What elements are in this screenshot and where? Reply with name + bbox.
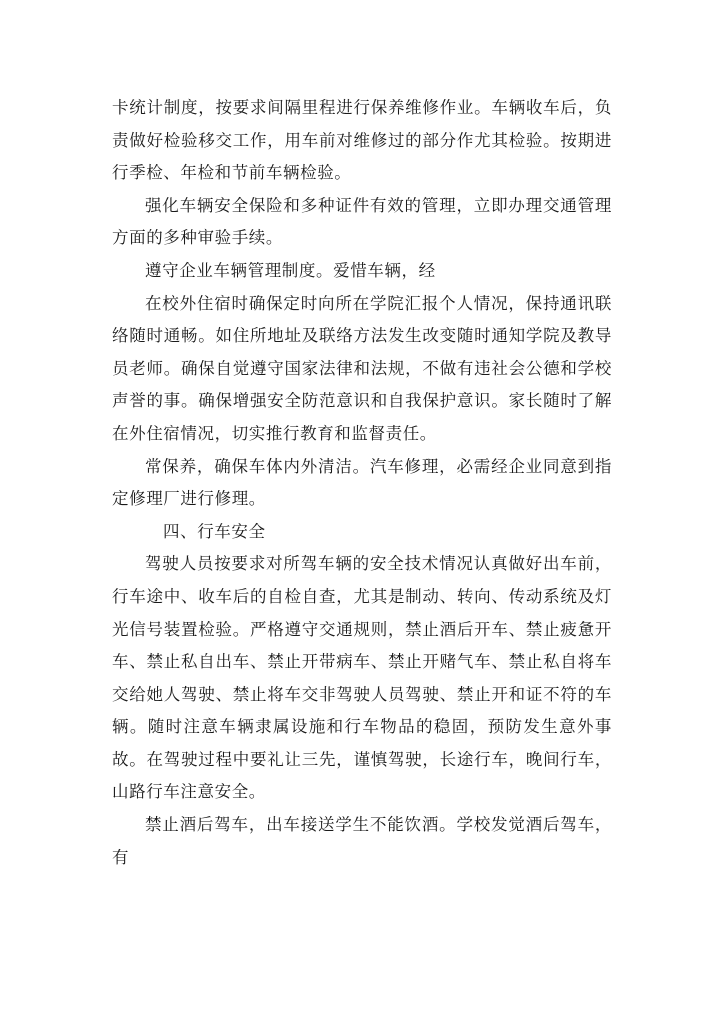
paragraph-drunk-driving: 禁止酒后驾车，出车接送学生不能饮酒。学校发觉酒后驾车，有 [112,815,612,867]
document-body [112,92,612,874]
paragraph-vehicle-rules: 遵守企业车辆管理制度。爱惜车辆，经 [145,260,436,280]
section-heading-driving-safety: 四、行车安全 [163,521,266,541]
paragraph-maintenance-continued: 卡统计制度，按要求间隔里程进行保养维修作业。车辆收车后，负责做好检验移交工作，用车前对维修过的部分作尤其检验。按期进行季检、年检和节前车辆检验。 [112,98,612,183]
paragraph-insurance: 强化车辆安全保险和多种证件有效的管理，立即办理交通管理方面的多种审验手续。 [112,195,612,248]
paragraph-routine-maintenance: 常保养，确保车体内外清洁。汽车修理，必需经企业同意到指定修理厂进行修理。 [112,456,612,509]
paragraph-driver-inspection: 驾驶人员按要求对所驾车辆的安全技术情况认真做好出车前，行车途中、收车后的自检自查，尤其是制动、转向、传动系统及灯光信号装置检验。严格遵守交通规则，禁止酒后开车、禁止疲惫开车、禁止私自出车、禁止开带病车、禁止开赌气车、禁止私自将车交给她人驾驶、禁止将车交非驾驶人员驾驶、禁止开和证不符的车辆。随时注意车辆隶属设施和行车物品的稳固，预防发生意外事故。在驾驶过程中要礼让三先，谨慎驾驶，长途行车，晚间行车，山路行车注意安全。 [112,554,612,802]
paragraph-off-campus-housing: 在校外住宿时确保定时向所在学院汇报个人情况，保持通讯联络随时通畅。如住所地址及联络方法发生改变随时通知学院及教导员老师。确保自觉遵守国家法律和法规，不做有违社会公德和学校声誉的事。确保增强安全防范意识和自我保护意识。家长随时了解在外住宿情况，切实推行教育和监督责任。 [112,293,612,443]
